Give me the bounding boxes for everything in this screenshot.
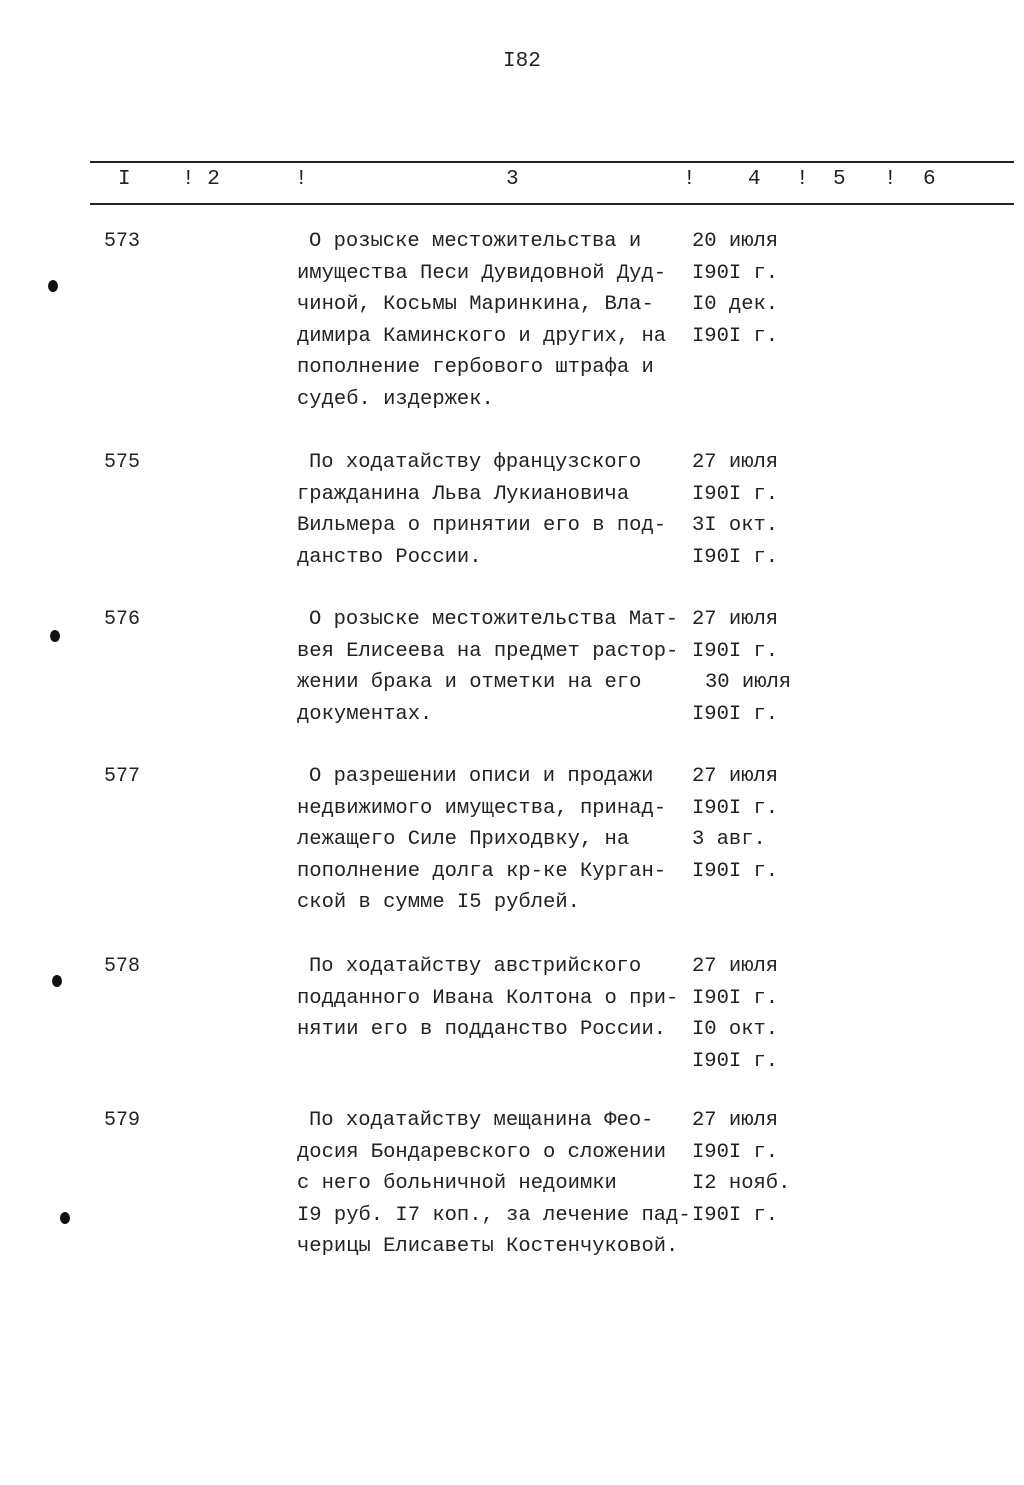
binding-hole-mark	[50, 630, 60, 642]
entry-text: ской в сумме I5 рублей.	[297, 891, 580, 914]
header-col-2: ! 2	[182, 168, 220, 191]
entry-text: димира Каминского и других, на	[297, 324, 667, 348]
entry-date: I90I г.	[692, 261, 779, 285]
entry-date: 3I окт.	[692, 514, 779, 537]
page-number: I82	[503, 50, 541, 73]
entry-date: 20 июля	[692, 230, 779, 253]
entry-date: I2 нояб.	[692, 1172, 791, 1195]
entry-date: I90I г.	[692, 1049, 779, 1073]
entry-date: 27 июля	[692, 765, 779, 788]
entry-text: досия Бондаревского о сложении	[297, 1140, 667, 1164]
table-header-rule	[90, 203, 1014, 205]
entry-text: данство России.	[297, 545, 482, 569]
entry-text: жении брака и отметки на его	[297, 671, 642, 694]
binding-hole-mark	[60, 1212, 70, 1224]
table-top-rule	[90, 161, 1014, 163]
entry-number: 576	[104, 608, 141, 631]
entry-date: I90I г.	[692, 702, 779, 726]
entry-text: лежащего Силе Приходвку, на	[297, 828, 630, 851]
entry-date: I0 дек.	[692, 293, 779, 316]
entry-date: 3 авг.	[692, 828, 766, 851]
entry-number: 577	[104, 765, 141, 788]
entry-text: О розыске местожительства и	[309, 230, 642, 253]
entry-number: 573	[104, 230, 141, 253]
entry-text: вея Елисеева на предмет растор-	[297, 639, 679, 663]
entry-number: 575	[104, 451, 141, 474]
entry-date: I90I г.	[692, 986, 779, 1010]
binding-hole-mark	[48, 280, 58, 292]
entry-date: I90I г.	[692, 545, 779, 569]
entry-date: 27 июля	[692, 608, 779, 631]
header-col-4: 4	[748, 168, 761, 191]
entry-number: 579	[104, 1109, 141, 1132]
entry-text: с него больничной недоимки	[297, 1172, 617, 1195]
entry-text: пополнение гербового штрафа и	[297, 356, 654, 379]
entry-text: гражданина Льва Лукиановича	[297, 482, 630, 506]
entry-text: чиной, Косьмы Маринкина, Вла-	[297, 293, 654, 316]
entry-date: I90I г.	[692, 324, 779, 348]
entry-text: недвижимого имущества, принад-	[297, 796, 667, 820]
entry-text: судеб. издержек.	[297, 387, 494, 411]
header-separator: !	[796, 168, 809, 191]
entry-date: I90I г.	[692, 1203, 779, 1227]
entry-date: I90I г.	[692, 639, 779, 663]
entry-date: I90I г.	[692, 1140, 779, 1164]
entry-text: подданного Ивана Колтона о при-	[297, 986, 679, 1010]
entry-text: О разрешении описи и продажи	[309, 765, 654, 788]
entry-text: имущества Песи Дувидовной Дуд-	[297, 261, 667, 285]
entry-text: По ходатайству мещанина Фео-	[309, 1109, 654, 1132]
entry-text: Вильмера о принятии его в под-	[297, 514, 667, 537]
binding-hole-mark	[52, 975, 62, 987]
entry-text: пополнение долга кр-ке Курган-	[297, 859, 667, 883]
entry-text: По ходатайству австрийского	[309, 955, 642, 978]
header-col-6: 6	[923, 168, 936, 191]
entry-text: черицы Елисаветы Костенчуковой.	[297, 1235, 679, 1258]
entry-date: 30 июля	[705, 671, 792, 694]
header-separator: !	[683, 168, 696, 191]
header-separator: !	[884, 168, 897, 191]
entry-date: 27 июля	[692, 1109, 779, 1132]
entry-text: О розыске местожительства Мат-	[309, 608, 679, 631]
header-col-1: I	[118, 168, 131, 191]
entry-date: 27 июля	[692, 451, 779, 474]
entry-date: I90I г.	[692, 859, 779, 883]
header-col-3: 3	[506, 168, 519, 191]
entry-text: I9 руб. I7 коп., за лечение пад-	[297, 1203, 691, 1227]
entry-date: I0 окт.	[692, 1018, 779, 1041]
entry-date: I90I г.	[692, 796, 779, 820]
entry-date: I90I г.	[692, 482, 779, 506]
entry-number: 578	[104, 955, 141, 978]
header-col-5: 5	[833, 168, 846, 191]
entry-text: нятии его в подданство России.	[297, 1018, 667, 1041]
entry-text: документах.	[297, 702, 433, 726]
header-separator: !	[295, 168, 308, 191]
entry-text: По ходатайству французского	[309, 451, 642, 474]
entry-date: 27 июля	[692, 955, 779, 978]
